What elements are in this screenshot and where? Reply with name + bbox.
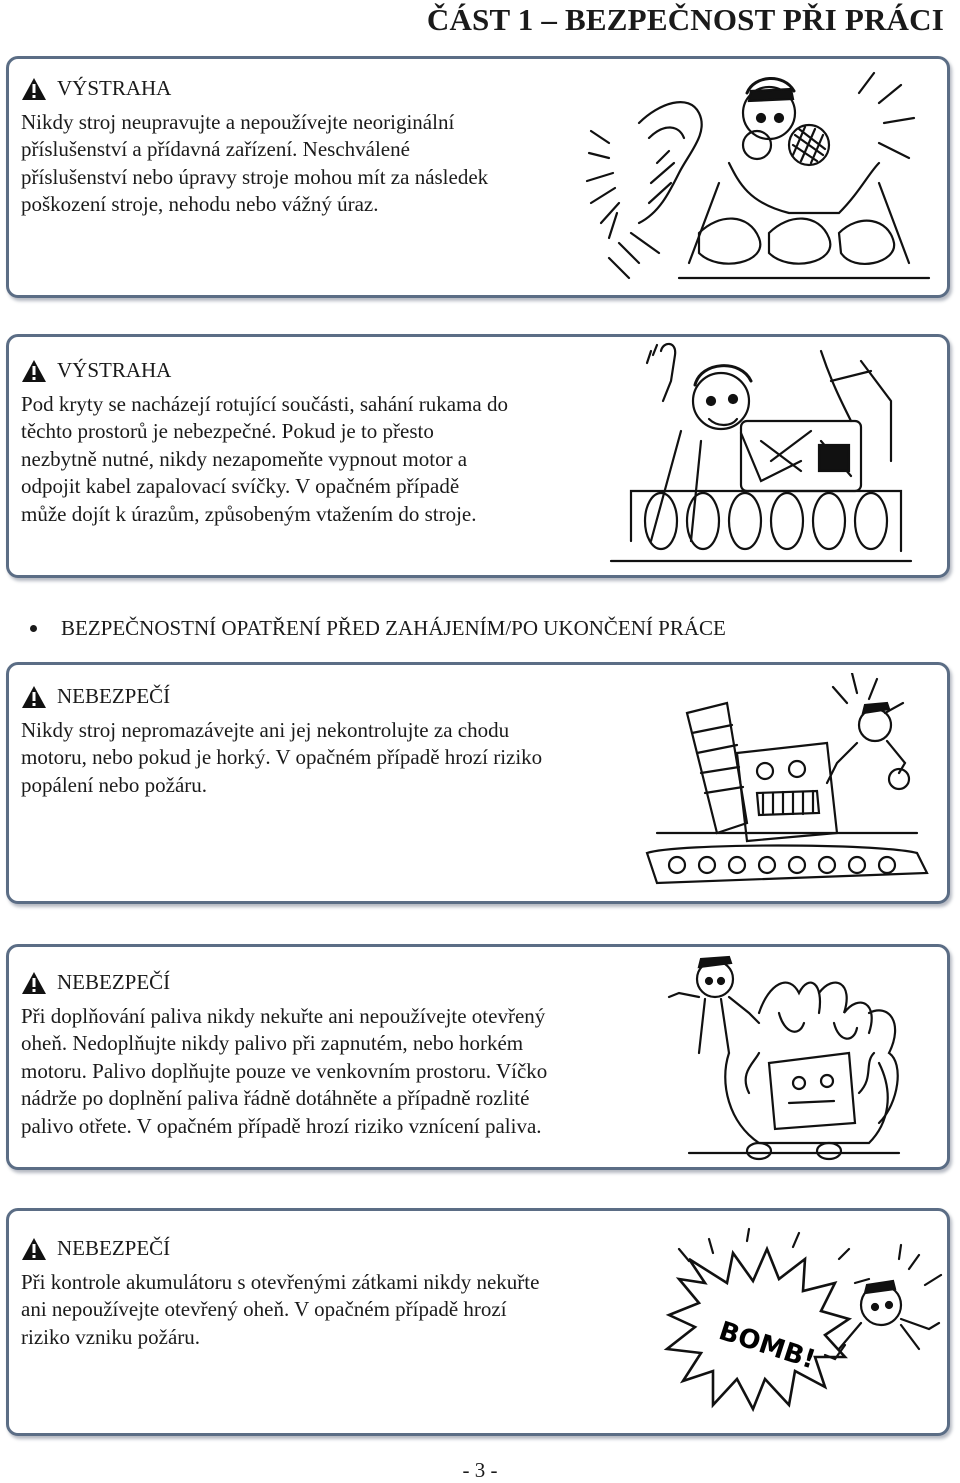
bullet-dot-icon bbox=[30, 625, 37, 632]
warning-line: Nikdy stroj nepromazávejte ani jej nekontrolujte za chodu bbox=[21, 717, 510, 742]
warning-heading bbox=[21, 357, 508, 385]
warning-line: poškození stroje, nehodu nebo vážný úraz. bbox=[21, 192, 379, 216]
section-bullet bbox=[30, 616, 726, 641]
warning-line: těchto prostorů je nebezpečné. Pokud je to přesto bbox=[21, 419, 434, 443]
danger-box-hot-engine bbox=[6, 662, 950, 904]
warning-line: popálení nebo požáru. bbox=[21, 772, 208, 797]
section-bullet-label: BEZPEČNOSTNÍ OPATŘENÍ PŘED ZAHÁJENÍM/PO UKONČENÍ PRÁCE bbox=[61, 616, 726, 640]
warning-box-text bbox=[21, 75, 488, 219]
warning-heading-label: NEBEZPEČÍ bbox=[57, 1236, 171, 1260]
warning-line: odpojit kabel zapalovací svíčky. V opačném případě bbox=[21, 474, 460, 498]
warning-triangle-icon bbox=[21, 971, 47, 995]
warning-line: příslušenství a přídavná zařízení. Neschválené bbox=[21, 137, 410, 161]
warning-line: motoru. Palivo doplňujte pouze ve venkovním prostoru. Víčko bbox=[21, 1058, 548, 1083]
page-title: ČÁST 1 – BEZPEČNOST PŘI PRÁCI bbox=[426, 2, 944, 37]
danger-box-battery bbox=[6, 1208, 950, 1436]
page-number: - 3 - bbox=[462, 1458, 498, 1482]
warning-heading-label: VÝSTRAHA bbox=[57, 358, 172, 382]
warning-line: ani nepoužívejte otevřený oheň. V opačném případě hrozí bbox=[21, 1297, 507, 1321]
warning-box-text bbox=[21, 1235, 539, 1351]
warning-heading-label: NEBEZPEČÍ bbox=[57, 684, 171, 708]
bomb-label: BOMB! bbox=[715, 1316, 819, 1376]
warning-heading-label: VÝSTRAHA bbox=[57, 76, 172, 100]
illustration-battery-explosion bbox=[649, 1219, 949, 1429]
warning-line: Nikdy stroj neupravujte a nepoužívejte neoriginální bbox=[21, 109, 455, 134]
warning-line: nádrže po doplnění paliva řádně dotáhněte a případně rozlité bbox=[21, 1086, 530, 1110]
warning-line: nezbytně nutné, nikdy nezapomeňte vypnout motor a bbox=[21, 446, 468, 471]
illustration-hand-in-auger bbox=[591, 341, 921, 565]
warning-line: Pod kryty se nacházejí rotující součásti, sahání rukama do bbox=[21, 391, 508, 416]
warning-triangle-icon bbox=[21, 1237, 47, 1261]
warning-line: riziko vzniku požáru. bbox=[21, 1324, 201, 1349]
illustration-hot-engine bbox=[637, 673, 937, 897]
warning-line: Při kontrole akumulátoru s otevřenými zátkami nikdy nekuřte bbox=[21, 1269, 540, 1294]
illustration-fire-refueling bbox=[659, 953, 919, 1165]
warning-line: motoru, nebo pokud je horký. V opačném případě hrozí riziko bbox=[21, 745, 543, 769]
warning-triangle-icon bbox=[21, 77, 47, 101]
warning-line: palivo otřete. V opačném případě hrozí riziko vznícení paliva. bbox=[21, 1113, 542, 1138]
warning-box-text bbox=[21, 969, 547, 1140]
warning-box-rotating-parts bbox=[6, 334, 950, 578]
warning-heading bbox=[21, 75, 488, 103]
warning-triangle-icon bbox=[21, 359, 47, 383]
warning-heading bbox=[21, 1235, 539, 1263]
warning-box-modification bbox=[6, 56, 950, 298]
warning-line: může dojít k úrazům, způsobeným vtažením do stroje. bbox=[21, 501, 477, 526]
warning-line: Při doplňování paliva nikdy nekuřte ani nepoužívejte otevřený bbox=[21, 1003, 546, 1028]
warning-heading bbox=[21, 683, 542, 711]
illustration-snowblower-explosion bbox=[579, 63, 939, 295]
warning-triangle-icon bbox=[21, 685, 47, 709]
warning-heading bbox=[21, 969, 547, 997]
warning-box-text bbox=[21, 683, 542, 799]
warning-line: oheň. Nedoplňujte nikdy palivo při zapnutém, nebo horkém bbox=[21, 1031, 524, 1055]
warning-line: příslušenství nebo úpravy stroje mohou mít za následek bbox=[21, 164, 489, 189]
warning-box-text bbox=[21, 357, 508, 528]
danger-box-refueling bbox=[6, 944, 950, 1170]
warning-heading-label: NEBEZPEČÍ bbox=[57, 970, 171, 994]
